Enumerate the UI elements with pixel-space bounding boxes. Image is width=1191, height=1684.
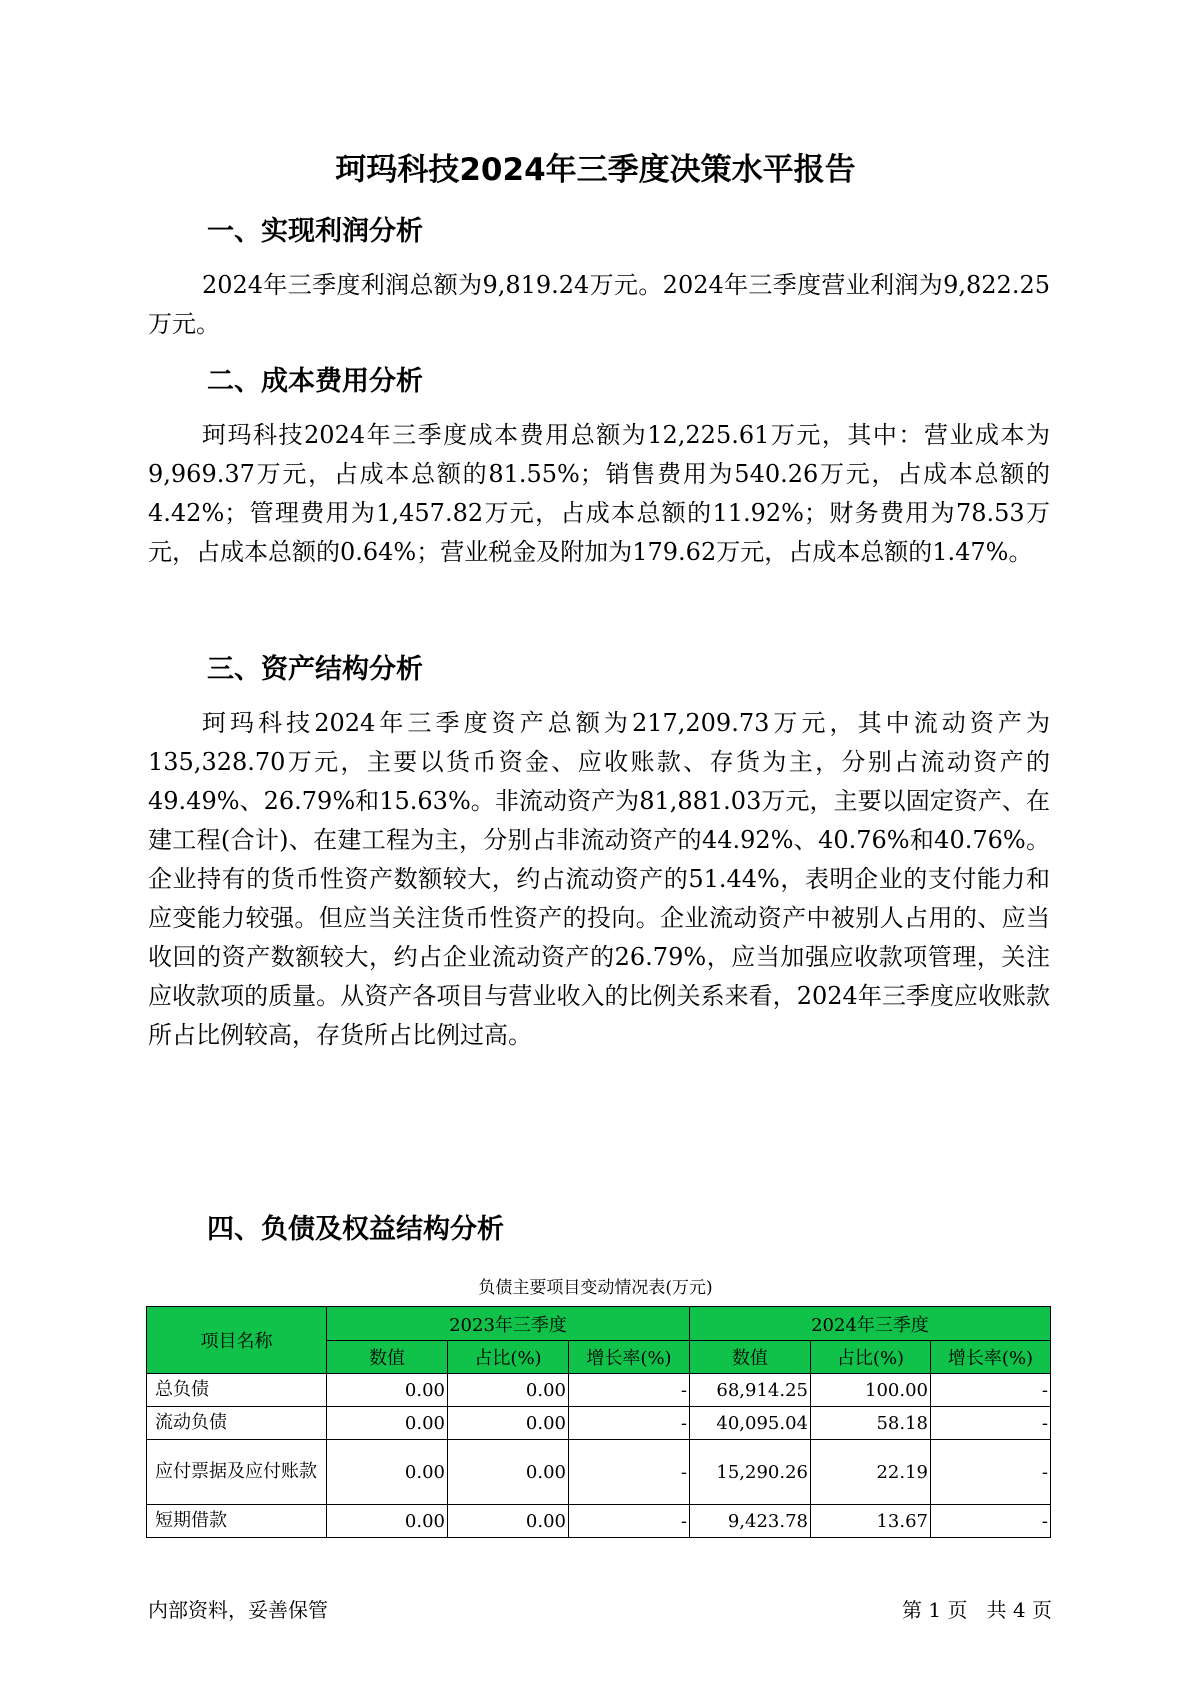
cell-growth-2023: - — [569, 1407, 690, 1440]
cell-share-2024: 58.18 — [811, 1407, 931, 1440]
cell-growth-2023: - — [569, 1505, 690, 1538]
table-row — [147, 1407, 1051, 1440]
paragraph-profit: 2024年三季度利润总额为9,819.24万元。2024年三季度营业利润为9,822.25万元。 — [148, 271, 1050, 338]
cell-growth-2023: - — [569, 1374, 690, 1407]
cell-value-2023: 0.00 — [327, 1407, 448, 1440]
cell-growth-2024: - — [931, 1407, 1051, 1440]
section-heading-profit: 一、实现利润分析 — [207, 216, 423, 247]
liabilities-table — [146, 1306, 1051, 1538]
row-name: 应付票据及应付账款 — [147, 1440, 327, 1505]
header-period-2024: 2024年三季度 — [690, 1307, 1051, 1341]
header-period-2023: 2023年三季度 — [327, 1307, 690, 1341]
footer-page-number: 第 1 页 共 4 页 — [902, 1598, 1052, 1622]
paragraph-cost: 珂玛科技2024年三季度成本费用总额为12,225.61万元，其中：营业成本为9,969.37万元，占成本总额的81.55%；销售费用为540.26万元，占成本总额的4.42%；管理费用为1,457.82万元，占成本总额的11.92%；财务费用为78.53万元，占成本总额的0.64%；营业税金及附加为179.62万元，占成本总额的1.47%。 — [148, 421, 1050, 566]
cell-share-2023: 0.00 — [448, 1374, 569, 1407]
header-growth-2023: 增长率(%) — [569, 1341, 690, 1374]
header-value-2023: 数值 — [327, 1341, 448, 1374]
cell-share-2024: 13.67 — [811, 1505, 931, 1538]
cell-value-2024: 15,290.26 — [690, 1440, 811, 1505]
cell-growth-2023: - — [569, 1440, 690, 1505]
section-heading-cost: 二、成本费用分析 — [207, 366, 423, 397]
cell-growth-2024: - — [931, 1505, 1051, 1538]
cell-value-2023: 0.00 — [327, 1440, 448, 1505]
header-value-2024: 数值 — [690, 1341, 811, 1374]
table-row — [147, 1505, 1051, 1538]
cell-share-2023: 0.00 — [448, 1407, 569, 1440]
page-title: 珂玛科技2024年三季度决策水平报告 — [335, 152, 856, 188]
row-name: 总负债 — [147, 1374, 327, 1407]
header-growth-2024: 增长率(%) — [931, 1341, 1051, 1374]
header-item-name: 项目名称 — [147, 1307, 327, 1374]
cell-growth-2024: - — [931, 1374, 1051, 1407]
table-row — [147, 1440, 1051, 1505]
cell-share-2024: 100.00 — [811, 1374, 931, 1407]
row-name: 短期借款 — [147, 1505, 327, 1538]
cell-share-2023: 0.00 — [448, 1505, 569, 1538]
cell-value-2024: 9,423.78 — [690, 1505, 811, 1538]
cell-value-2023: 0.00 — [327, 1505, 448, 1538]
cell-share-2024: 22.19 — [811, 1440, 931, 1505]
header-share-2024: 占比(%) — [811, 1341, 931, 1374]
cell-value-2023: 0.00 — [327, 1374, 448, 1407]
cell-value-2024: 68,914.25 — [690, 1374, 811, 1407]
cell-share-2023: 0.00 — [448, 1440, 569, 1505]
section-heading-liabilities: 四、负债及权益结构分析 — [207, 1214, 504, 1245]
row-name: 流动负债 — [147, 1407, 327, 1440]
section-heading-assets: 三、资产结构分析 — [207, 654, 423, 685]
cell-value-2024: 40,095.04 — [690, 1407, 811, 1440]
table-caption: 负债主要项目变动情况表(万元) — [478, 1278, 713, 1298]
table-row — [147, 1374, 1051, 1407]
header-share-2023: 占比(%) — [448, 1341, 569, 1374]
footer-confidential-note: 内部资料，妥善保管 — [148, 1598, 328, 1622]
paragraph-assets: 珂玛科技2024年三季度资产总额为217,209.73万元，其中流动资产为135,328.70万元，主要以货币资金、应收账款、存货为主，分别占流动资产的49.49%、26.79%和15.63%。非流动资产为81,881.03万元，主要以固定资产、在建工程(合计)、在建工程为主，分别占非流动资产的44.92%、40.76%和40.76%。企业持有的货币性资产数额较大，约占流动资产的51.44%，表明企业的支付能力和应变能力较强。但应当关注货币性资产的投向。企业流动资产中被别人占用的、应当收回的资产数额较大，约占企业流动资产的26.79%，应当加强应收款项管理，关注应收款项的质量。从资产各项目与营业收入的比例关系来看，2024年三季度应收账款所占比例较高，存货所占比例过高。 — [148, 709, 1050, 1049]
cell-growth-2024: - — [931, 1440, 1051, 1505]
